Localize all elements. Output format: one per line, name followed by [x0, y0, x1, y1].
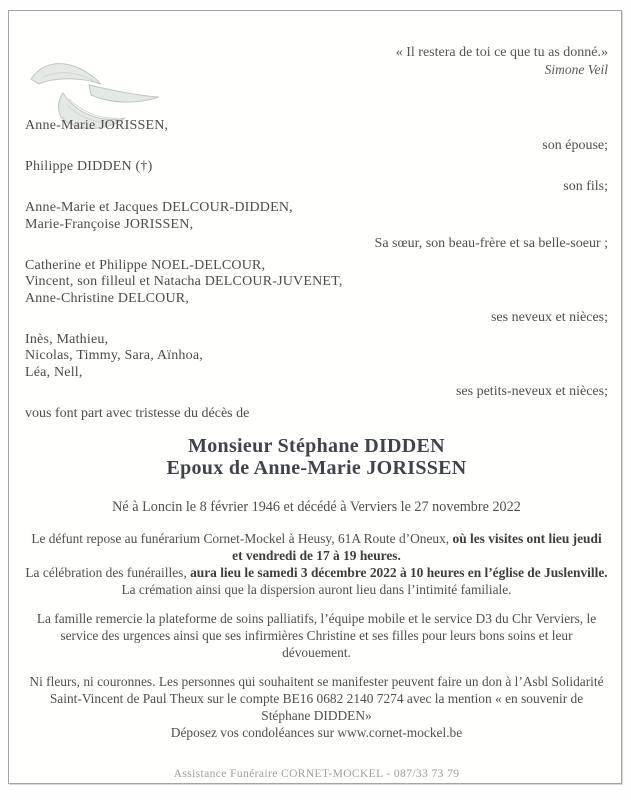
relation-label: ses neveux et nièces; — [490, 310, 608, 325]
relation-label: ses petits-neveux et nièces; — [455, 384, 608, 399]
family-group — [25, 332, 608, 401]
body-paragraph — [25, 530, 608, 564]
memorial-quote-block — [25, 44, 608, 78]
text-segment: La crémation ainsi que la dispersion auront lieu dans l’intimité familiale. — [121, 581, 512, 597]
text-segment: Ni fleurs, ni couronnes. Les personnes qui souhaitent se manifester peuvent faire un don à l’Asbl Solidarité Saint-Vincent de Paul Theux sur le compte BE16 0682 2140 7274 avec la mention « en souvenir de Stéphane DIDDEN» — [29, 673, 604, 723]
family-list — [25, 118, 608, 401]
memorial-card — [8, 10, 622, 784]
family-group — [25, 118, 608, 154]
relation-label: son épouse; — [542, 137, 608, 153]
family-name-line: Catherine et Philippe NOEL-DELCOUR, — [25, 257, 266, 273]
quote-author: Simone Veil — [544, 62, 608, 77]
family-name-line: Inès, Mathieu, — [25, 331, 109, 347]
text-segment: Déposez vos condoléances sur www.cornet-mockel.be — [170, 724, 463, 740]
text-segment: Le défunt repose au funérarium Cornet-Mockel à Heusy, 61A Route d’Oneux, — [31, 530, 453, 546]
deceased-spouse-line: Epoux de Anne-Marie JORISSEN — [166, 457, 467, 479]
body-paragraph — [25, 610, 608, 661]
family-name-line: Philippe DIDDEN (†) — [25, 159, 153, 174]
body-paragraph — [25, 564, 608, 581]
text-segment: La célébration des funérailles, — [25, 564, 191, 580]
memorial-quote: « Il restera de toi ce que tu as donné.» — [395, 45, 608, 60]
family-name-line: Anne-Marie JORISSEN, — [25, 118, 169, 133]
deceased-name: Monsieur Stéphane DIDDEN — [188, 434, 445, 457]
deceased-title-block — [25, 435, 608, 480]
family-name-line: Léa, Nell, — [25, 364, 83, 380]
relation-label: son fils; — [563, 178, 608, 194]
bold-text-segment: aura lieu le samedi 3 décembre 2022 à 10 heures en l’église de Juslenville. — [190, 564, 608, 580]
announcement-line: vous font part avec tristesse du décès de — [25, 405, 250, 421]
family-group — [25, 200, 608, 253]
text-segment: La famille remercie la plateforme de soins palliatifs, l’équipe mobile et le service D3 du Chr Verviers, le service des urgences ainsi que ses infirmières Christine et ses filles pour leurs bons soins et leur dévouement. — [36, 610, 597, 660]
footer-funeral-home: Assistance Funéraire CORNET-MOCKEL - 087/33 73 79 — [173, 768, 460, 780]
family-name-line: Marie-Françoise JORISSEN, — [25, 216, 194, 232]
body-paragraphs — [25, 530, 608, 741]
family-name-line: Nicolas, Timmy, Sara, Aïnhoa, — [25, 348, 203, 363]
bold-text-segment: où les visites ont lieu jeudi et vendredi de 17 à 19 heures. — [232, 530, 602, 563]
body-paragraph — [25, 724, 608, 741]
family-group — [25, 159, 608, 195]
life-dates: Né à Loncin le 8 février 1946 et décédé à Verviers le 27 novembre 2022 — [112, 498, 521, 515]
relation-label: Sa sœur, son beau-frère et sa belle-soeur ; — [374, 236, 608, 251]
body-paragraph — [25, 581, 608, 598]
family-name-line: Anne-Marie et Jacques DELCOUR-DIDDEN, — [25, 200, 293, 215]
body-paragraph — [25, 673, 608, 724]
family-group — [25, 258, 608, 327]
family-name-line: Anne-Christine DELCOUR, — [25, 290, 190, 306]
family-name-line: Vincent, son filleul et Natacha DELCOUR-JUVENET, — [25, 274, 343, 289]
